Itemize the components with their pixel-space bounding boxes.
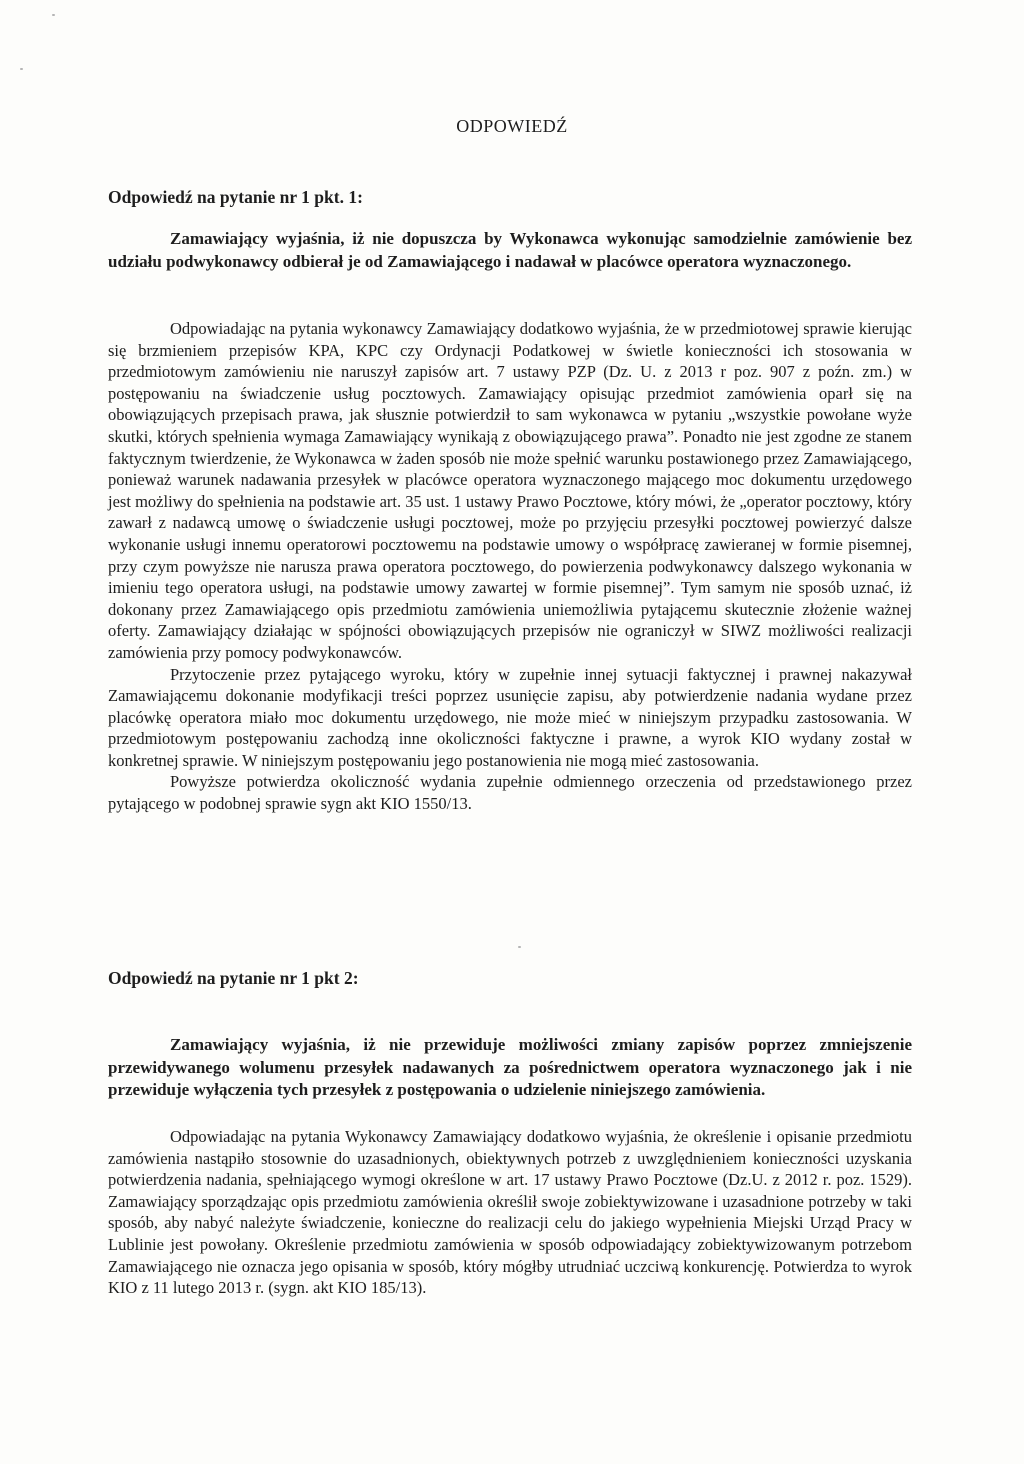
paragraph: Odpowiadając na pytania Wykonawcy Zamawiający dodatkowo wyjaśnia, że określenie i opisanie przedmiotu zamówienia nastąpiło stosownie do uzasadnionych, obiektywnych potrzeb z uwzględnieniem konieczności uzyskania potwierdzenia nadania, spełniającego wymogi określone w art. 17 ustawy Prawo Pocztowe (Dz.U. z 2012 r. poz. 1529). Zamawiający sporządzając opis przedmiotu zamówienia określił swoje zobiektywizowane i uzasadnione potrzeby w taki sposób, aby nabyć należyte świadczenie, konieczne do realizacji celu do jakiego wypełnienia Miejski Urząd Pracy w Lublinie jest powołany. Określenie przedmiotu zamówienia w sposób odpowiadający zobiektywizowanym potrzebom Zamawiającego nie oznacza jego opisania w sposób, który mógłby utrudniać uczciwą konkurencję. Potwierdza to wyrok KIO z 11 lutego 2013 r. (sygn. akt KIO 185/13). xyxy=(108,1127,912,1298)
scan-speck xyxy=(518,946,521,948)
scan-speck xyxy=(20,68,23,70)
section-2-body xyxy=(108,1126,912,1299)
section-1-bold-statement: Zamawiający wyjaśnia, iż nie dopuszcza by Wykonawca wykonując samodzielnie zamówienie bez udziału podwykonawcy odbierał je od Zamawiającego i nadawał w placówce operatora wyznaczonego. xyxy=(108,229,912,271)
section-1-heading: Odpowiedź na pytanie nr 1 pkt. 1: xyxy=(108,187,363,207)
section-2-heading: Odpowiedź na pytanie nr 1 pkt 2: xyxy=(108,968,359,988)
section-2-bold-statement: Zamawiający wyjaśnia, iż nie przewiduje możliwości zmiany zapisów poprzez zmniejszenie przewidywanego wolumenu przesyłek nadawanych za pośrednictwem operatora wyznaczonego jak i nie przewiduje wyłączenia tych przesyłek z postępowania o udzielenie niniejszego zamówienia. xyxy=(108,1035,912,1099)
document-title: ODPOWIEDŹ xyxy=(456,116,568,136)
scan-speck xyxy=(52,14,55,16)
paragraph: Odpowiadając na pytania wykonawcy Zamawiający dodatkowo wyjaśnia, że w przedmiotowej sprawie kierując się brzmieniem przepisów KPA, KPC czy Ordynacji Podatkowej w świetle konieczności ich stosowania w przedmiotowym zamówieniu nie naruszył zapisów art. 7 ustawy PZP (Dz. U. z 2013 r poz. 907 z poźn. zm.) w postępowaniu na świadczenie usług pocztowych. Zamawiający opisując przedmiot zamówienia oparł się na obowiązujących przepisach prawa, jak słusznie potwierdził to sam wykonawca w pytaniu „wszystkie powołane wyże skutki, których spełnienia wymaga Zamawiający wynikają z obowiązującego prawa”. Ponadto nie jest zgodne ze stanem faktycznym twierdzenie, że Wykonawca w żaden sposób nie może spełnić warunku postawionego przez Zamawiającego, ponieważ warunek nadawania przesyłek w placówce operatora wyznaczonego mającego moc dokumentu urzędowego jest możliwy do spełnienia na podstawie art. 35 ust. 1 ustawy Prawo Pocztowe, który mówi, że „operator pocztowy, który zawarł z nadawcą umowę o świadczenie usługi pocztowej, może po przyjęciu przesyłki pocztowej powierzyć dalsze wykonanie usługi innemu operatorowi pocztowemu na podstawie umowy o współpracę zawieranej w formie pisemnej, przy czym powyższe nie narusza prawa operatora pocztowego, do powierzenia podwykonawcy dalszego wykonania w imieniu tego operatora usługi, na podstawie umowy zawartej w formie pisemnej”. Tym samym nie sposób uznać, iż dokonany przez Zamawiającego opis przedmiotu zamówienia uniemożliwia pytającemu skutecznie złożenie ważnej oferty. Zamawiający działając w spójności obowiązujących przepisów nie ograniczył w SIWZ możliwości realizacji zamówienia przy pomocy podwykonawców. xyxy=(108,319,912,662)
section-1-body xyxy=(108,318,912,815)
paragraph: Powyższe potwierdza okoliczność wydania zupełnie odmiennego orzeczenia od przedstawionego przez pytającego w podobnej sprawie sygn akt KIO 1550/13. xyxy=(108,772,912,814)
paragraph: Przytoczenie przez pytającego wyroku, który w zupełnie innej sytuacji faktycznej i prawnej nakazywał Zamawiającemu dokonanie modyfikacji treści poprzez usunięcie zapisu, aby potwierdzenie nadania wydane przez placówkę operatora miało moc dokumentu urzędowego, nie może mieć w niniejszym przypadku zastosowania. W przedmiotowym postępowaniu zachodzą inne okoliczności faktyczne i prawne, a wyrok KIO wydany został w konkretnej sprawie. W niniejszym postępowaniu jego postanowienia nie mogą mieć zastosowania. xyxy=(108,664,912,770)
